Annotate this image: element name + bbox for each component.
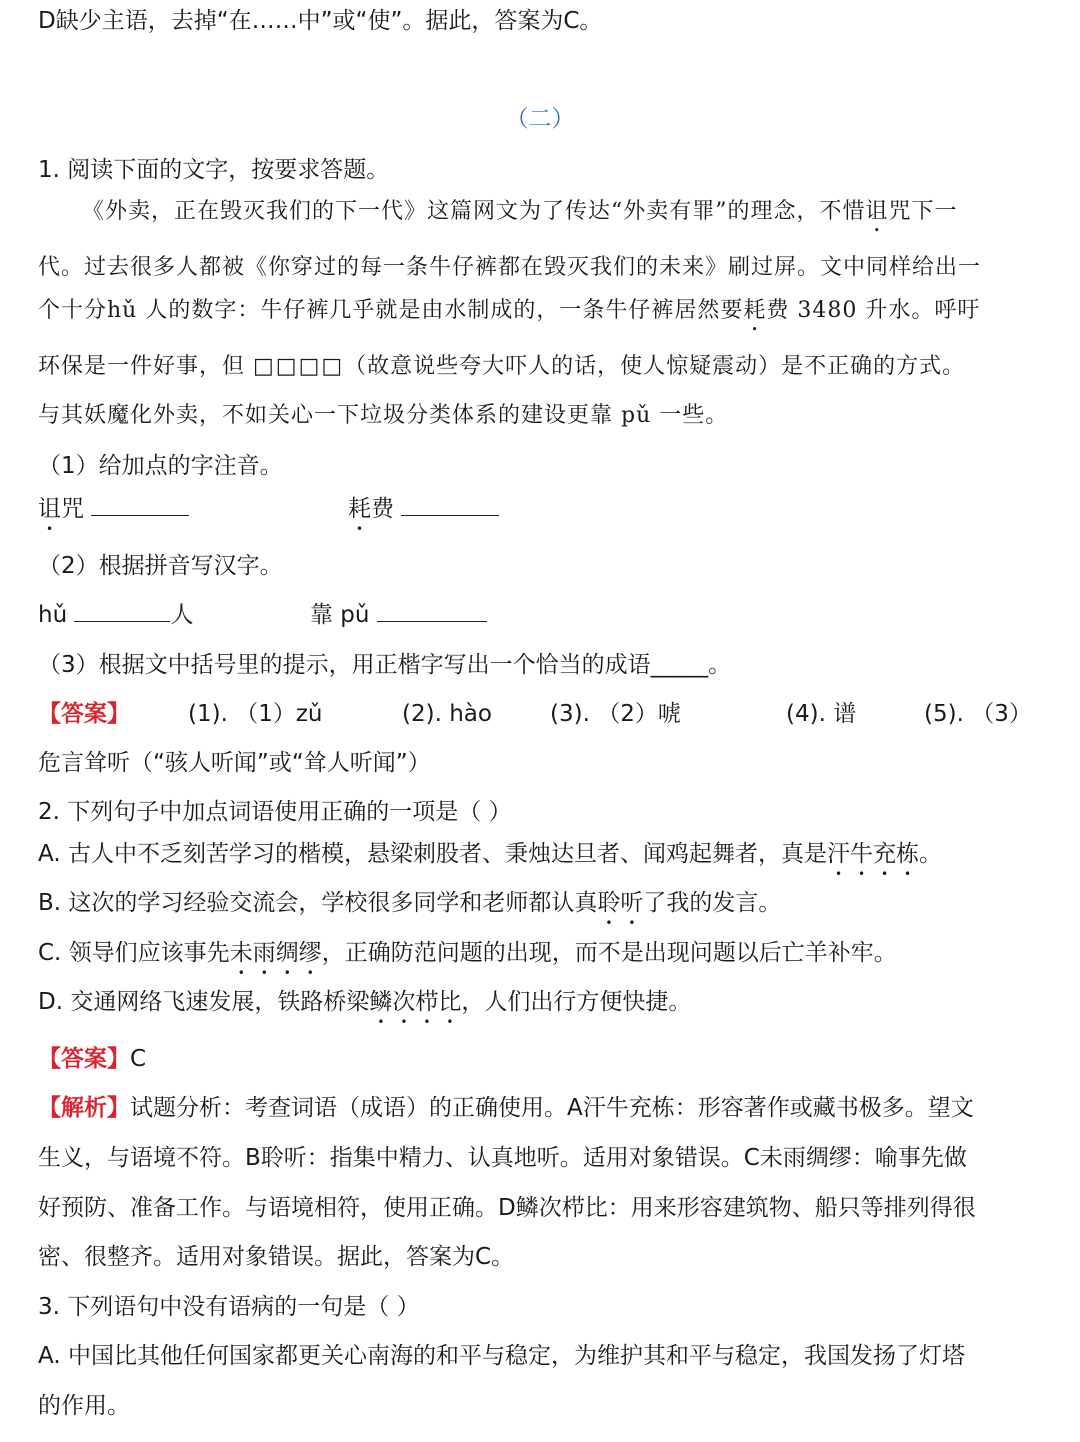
q1-stem: 1. 阅读下面的文字，按要求答题。 [38,157,390,183]
q1-sub1: （1）给加点的字注音。 [38,453,283,479]
sub1-item-2 [348,494,499,536]
passage-text: 个十分hǔ 人的数字：牛仔裤几乎就是由水制成的，一条牛仔裤居然要 [38,298,744,323]
sub2-item-2 [310,600,487,630]
q2-answer [38,1044,1050,1074]
q1-passage-line-1 [82,197,1050,237]
q3-option-a-line-2: 的作用。 [38,1393,130,1419]
passage-text: 《外卖，正在毁灭我们的下一代》这篇网文为了传达“外卖有罪”的理念，不惜 [82,199,866,224]
q2-option-d [38,987,1050,1029]
q2-option-a [38,839,1050,881]
q1-sub3: （3）根据文中括号里的提示，用正楷字写出一个恰当的成语_____。 [38,652,732,678]
dotted-char: 诅 [38,496,61,522]
q2-analysis-line-3: 好预防、准备工作。与语境相符，使用正确。D鳞次栉比：用来形容建筑物、船只等排列得很 [38,1195,976,1221]
item-text: 人 [170,602,194,628]
q1-answer-cont: 危言耸听（“骇人听闻”或“耸人听闻”） [38,750,431,776]
answer-blank[interactable] [91,495,189,516]
analysis-tag: 【解析】 [38,1095,130,1121]
sub2-item-1 [38,600,193,630]
answer-boxes[interactable]: □□□□ [253,354,345,379]
q1-passage-line-4 [38,352,1050,382]
answer-tag: 【答案】 [38,701,130,727]
q2-analysis-line-1 [38,1093,1050,1123]
section-title: （二） [505,106,575,132]
option-text: A. 古人中不乏刻苦学习的楷模，悬梁刺股者、秉烛达旦者、闻鸡起舞者，真是 [38,841,827,867]
dotted-word: 聆听 [597,890,644,916]
passage-text: 环保是一件好事，但 [38,354,253,379]
analysis-text: 试题分析：考查词语（成语）的正确使用。A汗牛充栋：形容著作或藏书极多。望文 [130,1095,974,1121]
dotted-word: 鳞次栉比 [369,989,462,1015]
q2-stem: 2. 下列句子中加点词语使用正确的一项是（ ） [38,799,512,825]
dotted-char: 耗 [348,496,371,522]
answer-part-1: (1). （1）zǔ [188,701,323,727]
answer-blank[interactable] [401,495,499,516]
option-text: ，正确防范问题的出现，而不是出现问题以后亡羊补牢。 [321,940,897,966]
answer-part-4: (4). 谱 [786,701,857,727]
q2-analysis-line-4: 密、很整齐。适用对象错误。据此，答案为C。 [38,1244,515,1270]
q1-sub2: （2）根据拼音写汉字。 [38,553,283,579]
dotted-word: 汗牛充栋 [826,841,919,867]
q1-passage-line-2: 代。过去很多人都被《你穿过的每一条牛仔裤都在毁灭我们的未来》刷过屏。文中同样给出一 [38,255,982,280]
q2-analysis-line-2: 生义，与语境不符。B聆听：指集中精力、认真地听。适用对象错误。C未雨绸缪：喻事先做 [38,1145,967,1171]
q2-option-c [38,938,1050,980]
item-text: 咒 [61,496,84,522]
dotted-char: 诅 [865,199,889,224]
q1-passage-line-3 [38,296,1050,336]
answer-value: C [130,1046,147,1072]
dotted-word: 未雨绸缪 [229,940,322,966]
q2-option-b [38,888,1050,930]
item-text: 靠 pǔ [310,602,370,628]
answer-part-3: (3). （2）唬 [550,701,681,727]
option-text: D. 交通网络飞速发展，铁路桥梁 [38,989,370,1015]
q3-option-a-line-1: A. 中国比其他任何国家都更关心南海的和平与稳定，为维护其和平与稳定，我国发扬了灯塔 [38,1343,965,1369]
item-text: 费 [371,496,394,522]
item-text: hǔ [38,602,68,628]
sub1-item-1 [38,494,189,536]
passage-text: 费 3480 升水。呼吁 [766,298,981,323]
answer-part-2: (2). hào [402,701,492,727]
passage-text: （故意说些夸大吓人的话，使人惊疑震动）是不正确的方式。 [344,354,966,379]
option-text: ，人们出行方便快捷。 [461,989,692,1015]
passage-text: 咒下一 [888,199,958,224]
top-line: D缺少主语，去掉“在……中”或“使”。据此，答案为C。 [38,8,603,34]
option-text: B. 这次的学习经验交流会，学校很多同学和老师都认真 [38,890,598,916]
answer-part-5: (5). （3） [924,701,1032,727]
option-text: C. 领导们应该事先 [38,940,230,966]
answer-tag: 【答案】 [38,1046,130,1072]
option-text: 。 [918,841,942,867]
q1-passage-line-5: 与其妖魔化外卖，不如关心一下垃圾分类体系的建设更靠 pǔ 一些。 [38,403,729,428]
q3-stem: 3. 下列语句中没有语病的一句是（ ） [38,1294,420,1320]
answer-blank[interactable] [74,601,170,622]
dotted-char: 耗 [743,298,767,323]
answer-blank[interactable] [377,601,487,622]
option-text: 了我的发言。 [643,890,782,916]
